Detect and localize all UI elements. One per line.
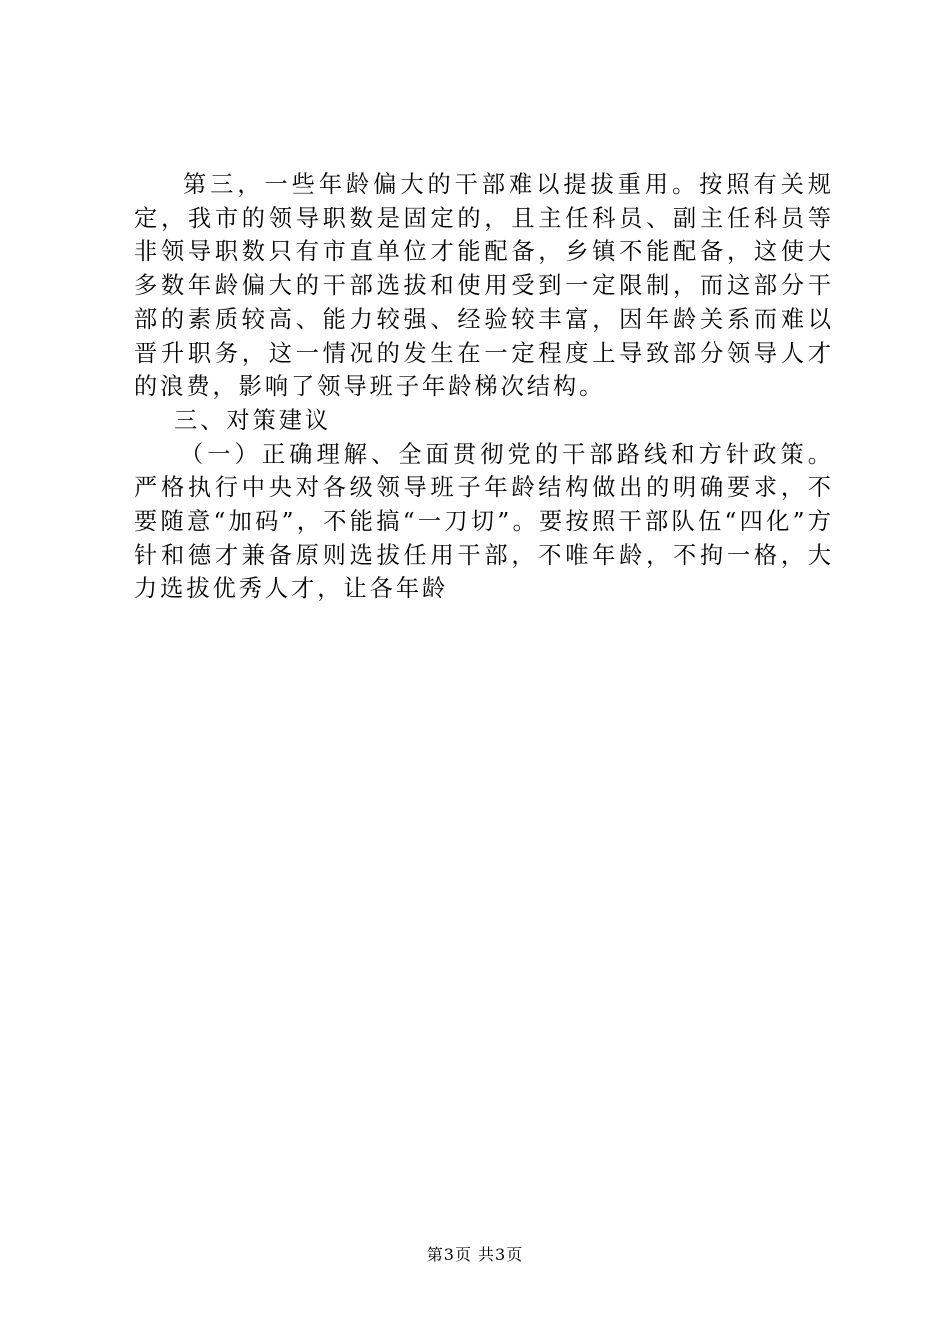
paragraph-age-promotion: 第三，一些年龄偏大的干部难以提拔重用。按照有关规定，我市的领导职数是固定的，且主任科员、副主任科员等非领导职数只有市直单位才能配备，乡镇不能配备，这使大多数年龄偏大的干部选拔和使用受到一定限制，而这部分干部的素质较高、能力较强、经验较丰富，因年龄关系而难以晋升职务，这一情况的发生在一定程度上导致部分领导人才的浪费，影响了领导班子年龄梯次结构。 — [134, 171, 834, 401]
document-body — [134, 168, 834, 606]
page-number-footer: 第3页 共3页 — [426, 1245, 524, 1264]
section-heading-countermeasures: 三、对策建议 — [174, 406, 332, 434]
paragraph-policy: （一）正确理解、全面贯彻党的干部路线和方针政策。严格执行中央对各级领导班子年龄结构做出的明确要求，不要随意“加码”，不能搞“一刀切”。要按照干部队伍“四化”方针和德才兼备原则选拔任用干部，不唯年龄，不拘一格，大力选拔优秀人才，让各年龄 — [134, 440, 834, 603]
